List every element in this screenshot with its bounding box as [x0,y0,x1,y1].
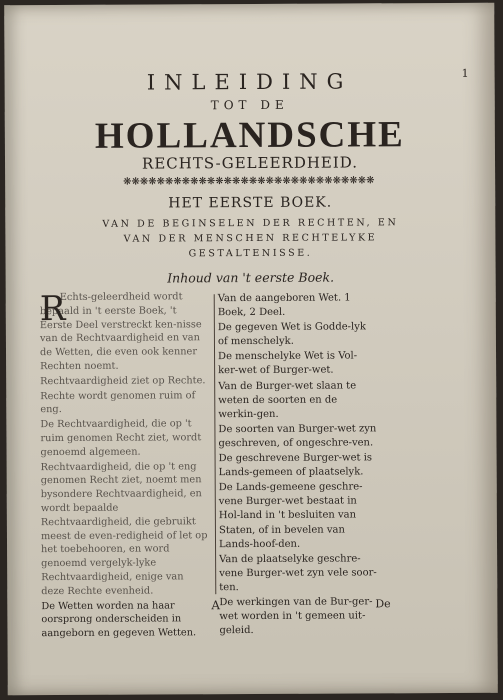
title-tot-de: TOT DE [210,97,289,113]
right-paragraph: Van de plaatselyke geschre-vene Burger-wet zyn vele soor-ten. [219,553,377,594]
drop-cap: R [39,288,66,330]
catchword: De [375,597,391,611]
right-paragraph: Van de Burger-wet slaan te weten de soorten en de werkin-gen. [218,380,357,420]
left-paragraph: De Wetten worden na haar oorsprong onderscheiden in aangeborn en gegeven Wetten. [41,599,197,640]
signature-mark: A [211,598,221,613]
right-paragraph: Van de aangeboren Wet. 1 Boek, 2 Deel. [217,292,351,319]
right-paragraph: De soorten van Burger-wet zyn geschreven, of ongeschre-ven. [218,423,377,450]
book-heading: HET EERSTE BOEK. [168,194,333,212]
subtitle-line: GESTALTENISSE. [188,247,313,260]
left-paragraph: Echts-geleerdheid wordt bepaald in 't eerste Boek, 't Eerste Deel verstreckt ken-nisse van de Rechtvaardigheid en van de Wetten, die even ook kenner Rechten noemt. [39,291,202,373]
page-number: 1 [461,66,469,80]
left-column [40,290,210,642]
right-paragraph: De geschrevene Burger-wet is Lands-gemeen of plaatselyk. [218,452,373,479]
subtitle-line: VAN DE BEGINSELEN DER RECHTEN, EN [102,217,399,230]
right-paragraph: De Lands-gemeene geschre-vene Burger-wet bestaat in Hol-land in 't besluiten van Staten, of in bevelen van Lands-hoof-den. [218,481,363,550]
book-subtitle [49,215,451,262]
right-paragraph: De werkingen van de Bur-ger-wet worden in 't gemeen uit-geleid. [219,596,373,637]
column-divider [214,294,217,594]
subtitle-line: VAN DER MENSCHEN RECHTELYKE [123,232,378,245]
right-paragraph: De menschelyke Wet is Vol-ker-wet of Burger-wet. [218,350,358,377]
left-paragraph: Rechtvaardigheid, die op 't eng genomen Recht ziet, noemt men bysondere Rechtvaardigheid, en wordt bepaalde Rechtvaardigheid, die gebruikt meest de even-redigheid of let op het toebehooren, en word genoemd vergelyk-lyke Rechtvaardigheid, enige van deze Rechte evenheid. [40,460,208,597]
contents-heading: Inhoud van 't eerste Boek. [167,269,335,286]
title-hollandsche: HOLLANDSCHE [94,114,405,157]
title-inleiding: INLEIDING [146,69,353,95]
title-rechts-geleerdheid: RECHTS-GELEERDHEID. [141,153,359,173]
left-paragraph: Rechte wordt genomen ruim of eng. [40,389,196,416]
right-column [218,291,378,639]
book-page [4,3,498,696]
left-paragraph: De Rechtvaardigheid, die op 't ruim genomen Recht ziet, wordt genoemd algemeen. [40,418,202,458]
ornament-rule: ❋❋❋❋❋❋❋❋❋❋❋❋❋❋❋❋❋❋❋❋❋❋❋❋❋❋❋❋❋❋ [123,175,375,188]
left-paragraph: Rechtvaardigheid ziet op Rechte. [40,375,206,387]
right-paragraph: De gegeven Wet is Godde-lyk of menschelyk. [217,321,366,348]
